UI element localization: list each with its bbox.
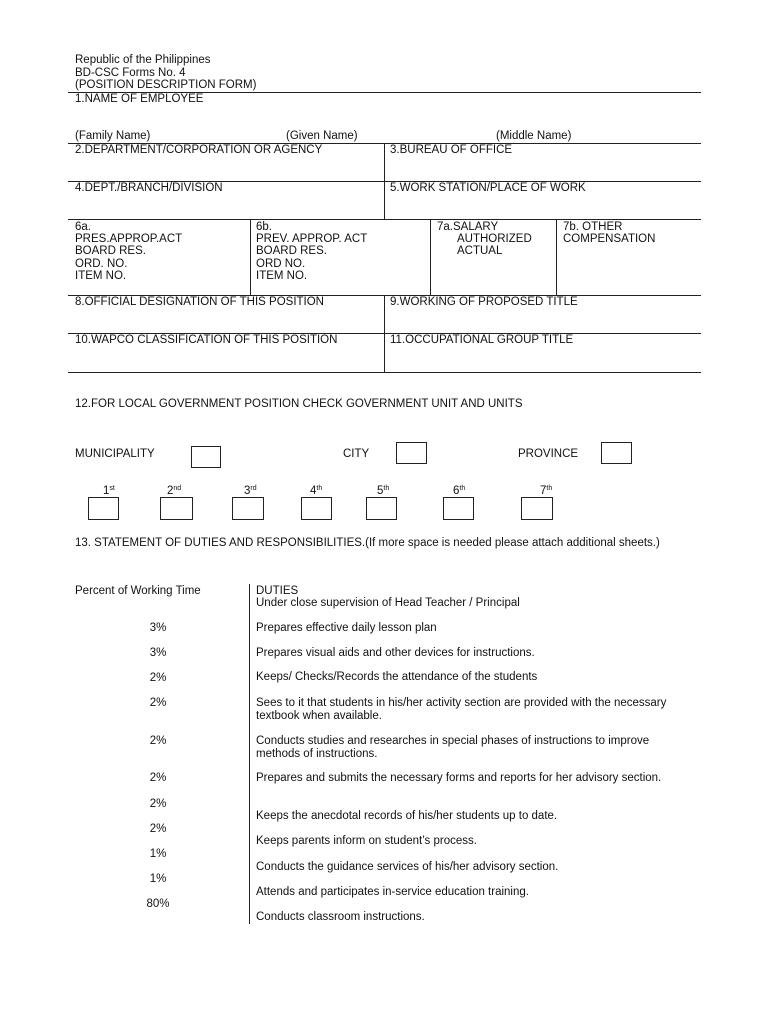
class-5th-checkbox[interactable] bbox=[366, 497, 397, 520]
municipality-checkbox[interactable] bbox=[191, 446, 221, 468]
class-1st-label: 1st bbox=[103, 485, 115, 497]
field-6b-line: ORD NO. bbox=[256, 258, 306, 270]
work-station-label: 5.WORK STATION/PLACE OF WORK bbox=[390, 182, 586, 194]
duty-item: Prepares visual aids and other devices for instructions. bbox=[256, 647, 535, 659]
percent-value: 80% bbox=[146, 898, 170, 910]
department-label: 2.DEPARTMENT/CORPORATION OR AGENCY bbox=[75, 144, 323, 156]
class-3rd-label: 3rd bbox=[244, 485, 257, 497]
divider bbox=[68, 219, 701, 220]
wapco-classification-label: 10.WAPCO CLASSIFICATION OF THIS POSITION bbox=[75, 334, 338, 346]
field-6a-line: BOARD RES. bbox=[75, 245, 146, 257]
other-compensation-label: 7b. OTHER bbox=[563, 221, 623, 233]
duty-item: Attends and participates in-service education training. bbox=[256, 886, 529, 898]
province-checkbox[interactable] bbox=[601, 442, 632, 464]
duties-subheader: Under close supervision of Head Teacher / Principal bbox=[256, 597, 520, 609]
percent-value: 1% bbox=[149, 873, 167, 885]
duties-header: DUTIES bbox=[256, 585, 299, 597]
percent-value: 2% bbox=[149, 772, 167, 784]
class-3rd-checkbox[interactable] bbox=[232, 497, 264, 520]
duty-item: Conducts studies and researches in special phases of instructions to improve methods of instructions. bbox=[256, 735, 650, 760]
column-divider bbox=[556, 219, 557, 295]
duty-item: Prepares and submits the necessary forms and reports for her advisory section. bbox=[256, 772, 662, 784]
field-6b-label: 6b. bbox=[256, 221, 272, 233]
field-6a-label: 6a. bbox=[75, 221, 91, 233]
municipality-label: MUNICIPALITY bbox=[75, 448, 155, 460]
official-designation-label: 8.OFFICIAL DESIGNATION OF THIS POSITION bbox=[75, 296, 324, 308]
salary-actual-label: ACTUAL bbox=[457, 245, 503, 257]
given-name-label: (Given Name) bbox=[286, 130, 358, 142]
percent-value: 2% bbox=[149, 823, 167, 835]
class-2nd-checkbox[interactable] bbox=[160, 497, 193, 520]
class-4th-label: 4th bbox=[310, 485, 323, 497]
salary-authorized-label: AUTHORIZED bbox=[457, 233, 532, 245]
class-6th-label: 6th bbox=[453, 485, 466, 497]
class-7th-checkbox[interactable] bbox=[521, 497, 553, 520]
field-6a-line: ITEM NO. bbox=[75, 270, 127, 282]
class-1st-checkbox[interactable] bbox=[88, 497, 119, 520]
duty-item: Prepares effective daily lesson plan bbox=[256, 622, 437, 634]
percent-value: 2% bbox=[149, 697, 167, 709]
occupational-group-label: 11.OCCUPATIONAL GROUP TITLE bbox=[390, 334, 574, 346]
form-header-title: (POSITION DESCRIPTION FORM) bbox=[75, 79, 257, 91]
province-label: PROVINCE bbox=[518, 448, 579, 460]
class-6th-checkbox[interactable] bbox=[443, 497, 474, 520]
proposed-title-label: 9.WORKING OF PROPOSED TITLE bbox=[390, 296, 578, 308]
division-label: 4.DEPT./BRANCH/DIVISION bbox=[75, 182, 223, 194]
local-government-title: 12.FOR LOCAL GOVERNMENT POSITION CHECK GOVERNMENT UNIT AND UNITS bbox=[75, 398, 523, 410]
class-2nd-label: 2nd bbox=[167, 485, 182, 497]
class-5th-label: 5th bbox=[377, 485, 390, 497]
duty-item: Conducts the guidance services of his/her advisory section. bbox=[256, 861, 559, 873]
duty-item: Keeps the anecdotal records of his/her students up to date. bbox=[256, 810, 558, 822]
duty-item: Sees to it that students in his/her activity section are provided with the necessary textbook when available. bbox=[256, 697, 667, 722]
duty-item: Keeps parents inform on student’s process. bbox=[256, 835, 477, 847]
percent-value: 1% bbox=[149, 848, 167, 860]
divider bbox=[68, 372, 701, 373]
field-6a-line: PRES.APPROP.ACT bbox=[75, 233, 183, 245]
salary-label: 7a.SALARY bbox=[437, 221, 499, 233]
percent-value: 3% bbox=[149, 647, 167, 659]
percent-value: 2% bbox=[149, 798, 167, 810]
name-of-employee-label: 1.NAME OF EMPLOYEE bbox=[75, 93, 204, 105]
family-name-label: (Family Name) bbox=[75, 130, 151, 142]
duty-item: Conducts classroom instructions. bbox=[256, 911, 425, 923]
form-header-republic: Republic of the Philippines bbox=[75, 54, 211, 66]
percent-working-time-header: Percent of Working Time bbox=[75, 585, 201, 597]
field-6b-line: BOARD RES. bbox=[256, 245, 327, 257]
class-7th-label: 7th bbox=[540, 485, 553, 497]
field-6b-line: ITEM NO. bbox=[256, 270, 308, 282]
city-checkbox[interactable] bbox=[396, 442, 427, 464]
column-divider bbox=[249, 584, 250, 924]
middle-name-label: (Middle Name) bbox=[496, 130, 572, 142]
field-6a-line: ORD. NO. bbox=[75, 258, 128, 270]
percent-value: 2% bbox=[149, 672, 167, 684]
class-4th-checkbox[interactable] bbox=[301, 497, 332, 520]
column-divider bbox=[430, 219, 431, 295]
city-label: CITY bbox=[343, 448, 370, 460]
duty-item: Keeps/ Checks/Records the attendance of the students bbox=[256, 671, 538, 683]
bureau-label: 3.BUREAU OF OFFICE bbox=[390, 144, 513, 156]
percent-value: 2% bbox=[149, 735, 167, 747]
other-compensation-line: COMPENSATION bbox=[563, 233, 656, 245]
form-header-number: BD-CSC Forms No. 4 bbox=[75, 67, 186, 79]
field-6b-line: PREV. APPROP. ACT bbox=[256, 233, 368, 245]
duties-section-title: 13. STATEMENT OF DUTIES AND RESPONSIBILITIES.(If more space is needed please attach additional sheets.) bbox=[75, 537, 660, 549]
percent-value: 3% bbox=[149, 622, 167, 634]
column-divider bbox=[250, 219, 251, 295]
